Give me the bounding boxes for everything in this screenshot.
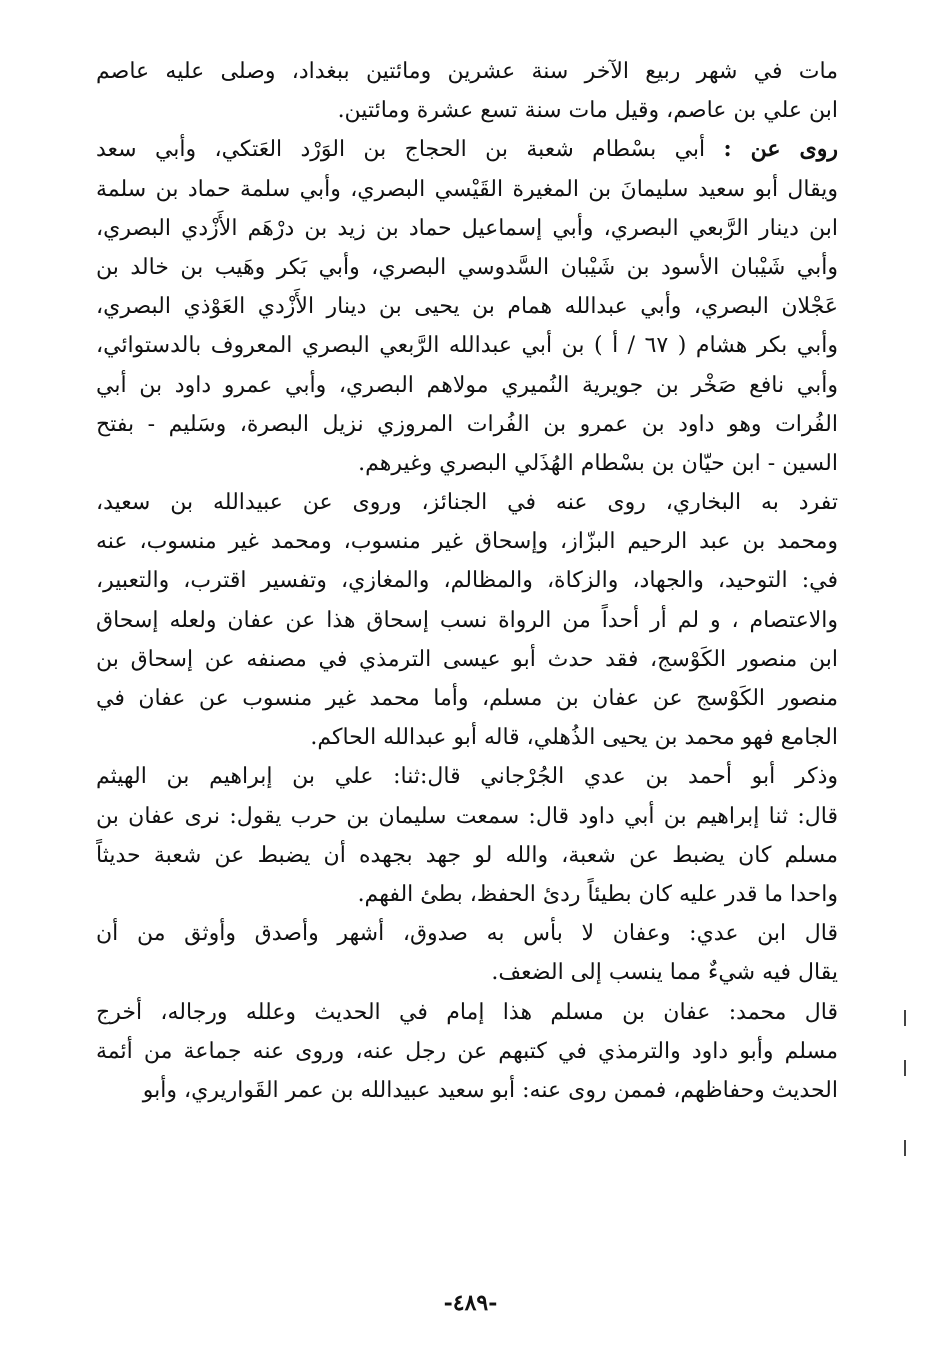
text-line (96, 914, 838, 953)
line-text: منصور الكَوْسج عن عفان بن مسلم، وأما محمد غير منسوب عن عفان في (96, 686, 838, 711)
line-text: ومحمد بن عبد الرحيم البزّاز، وإسحاق غير منسوب، ومحمد غير منسوب، عنه (96, 529, 838, 555)
line-text: ابن دينار الرَّبعي البصري، وأبي إسماعيل حماد بن زيد بن درْهَم الأَزْدي البصري، (96, 215, 838, 241)
text-line (96, 953, 838, 992)
line-text: أبي بسْطام شعبة بن الحجاج بن الوَرْد العَتكي، وأبي سعد (96, 137, 724, 163)
line-text: قال ابن عدي: وعفان لا بأس به صدوق، أشهر وأصدق وأوثق من أن (96, 921, 838, 947)
text-line (96, 640, 838, 679)
text-line (96, 718, 838, 757)
text-line (96, 248, 838, 287)
text-line (96, 679, 838, 718)
text-line (96, 993, 838, 1032)
text-line (96, 91, 838, 130)
line-text: الجامع فهو محمد بن يحيى الذُهلي، قاله أبو عبدالله الحاكم. (310, 725, 838, 751)
text-line (96, 757, 838, 796)
text-line (96, 130, 838, 169)
margin-mark (904, 1010, 906, 1026)
line-text: قال محمد: عفان بن مسلم هذا إمام في الحديث وعلله ورجاله، أخرج (96, 999, 838, 1025)
line-text: مات في شهر ربيع الآخر سنة عشرين ومائتين ببغداد، وصلى عليه عاصم (96, 59, 838, 84)
text-line (96, 522, 838, 561)
line-text: مسلم وأبو داود والترمذي في كتبهم عن رجل عنه، وروى عنه جماعة من أئمة (96, 1038, 838, 1064)
line-text: السين - ابن حيّان بن بسْطام الهُذَلي البصري وغيرهم. (358, 450, 838, 476)
text-line (96, 483, 838, 522)
text-line (96, 170, 838, 209)
text-line (96, 326, 838, 365)
page-number: -٤٨٩- (443, 1290, 498, 1316)
line-text: قال: ثنا إبراهيم بن أبي داود قال: سمعت سليمان بن حرب يقول: نرى عفان بن (96, 803, 838, 829)
line-text: مسلم كان يضبط عن شعبة، والله لو جهد بجهده أن يضبط عن شعبة حديثاً (96, 842, 838, 868)
text-line (96, 797, 838, 836)
line-text: الحديث وحفاظهم، فممن روى عنه: أبو سعيد عبيدالله بن عمر القَواريري، وأبو (142, 1077, 838, 1103)
text-line (96, 601, 838, 640)
line-text: عَجْلان البصري، وأبي عبدالله همام بن يحيى بن دينار الأَزْدي العَوْذي البصري، (96, 294, 838, 320)
text-line (96, 405, 838, 444)
line-text: ويقال أبو سعيد سليمانَ بن المغيرة القَيْسي البصري، وأبي سلمة حماد بن سلمة (96, 176, 838, 202)
text-line (96, 209, 838, 248)
text-line (96, 1071, 838, 1110)
line-text: في: التوحيد، والجهاد، والزكاة، والمظالم، والمغازي، وتفسير اقترب، والتعبير، (96, 568, 838, 594)
text-line (96, 444, 838, 483)
line-text: وأبي بكر هشام ( ٦٧ / أ ) بن أبي عبدالله الرَّبعي البصري المعروف بالدستوائي، (96, 333, 838, 359)
section-heading: روى عن : (723, 136, 838, 163)
text-line (96, 52, 838, 91)
text-line (96, 366, 838, 405)
margin-mark (904, 1060, 906, 1076)
line-text: وأبي نافع صَخْر بن جويرية النُميري مولاهم البصري، وأبي عمرو داود بن أبي (96, 372, 838, 398)
text-line (96, 287, 838, 326)
line-text: واحدا ما قدر عليه كان بطيئاً ردئ الحفظ، بطئ الفهم. (357, 881, 838, 907)
line-text: تفرد به البخاري، روى عنه في الجنائز، وروى عن عبيدالله بن سعيد، (96, 490, 838, 516)
margin-mark (904, 1140, 906, 1156)
text-line (96, 836, 838, 875)
line-text: والاعتصام ، و لم أر أحداً من الرواة نسب إسحاق هذا عن عفان ولعله إسحاق (96, 607, 838, 633)
line-text: وأبي شَيْبان الأسود بن شَيْبان السَّدوسي البصري، وأبي بَكر وهَيب بن خالد بن (96, 254, 838, 280)
line-text: يقال فيه شيءٌ مما ينسب إلى الضعف. (491, 960, 838, 986)
line-text: ابن علي بن عاصم، وقيل مات سنة تسع عشرة ومائتين. (337, 98, 838, 124)
text-line (96, 561, 838, 600)
page-body-text (96, 52, 838, 1110)
text-line (96, 1032, 838, 1071)
text-line (96, 875, 838, 914)
line-text: ابن منصور الكَوْسج، فقد حدث أبو عيسى الترمذي في مصنفه عن إسحاق بن (96, 646, 838, 672)
line-text: الفُرات وهو داود بن عمرو بن الفُرات المروزي نزيل البصرة، وسَليم - بفتح (96, 411, 838, 437)
line-text: وذكر أبو أحمد بن عدي الجُرْجاني قال:ثنا: علي بن إبراهيم بن الهيثم (96, 764, 838, 790)
